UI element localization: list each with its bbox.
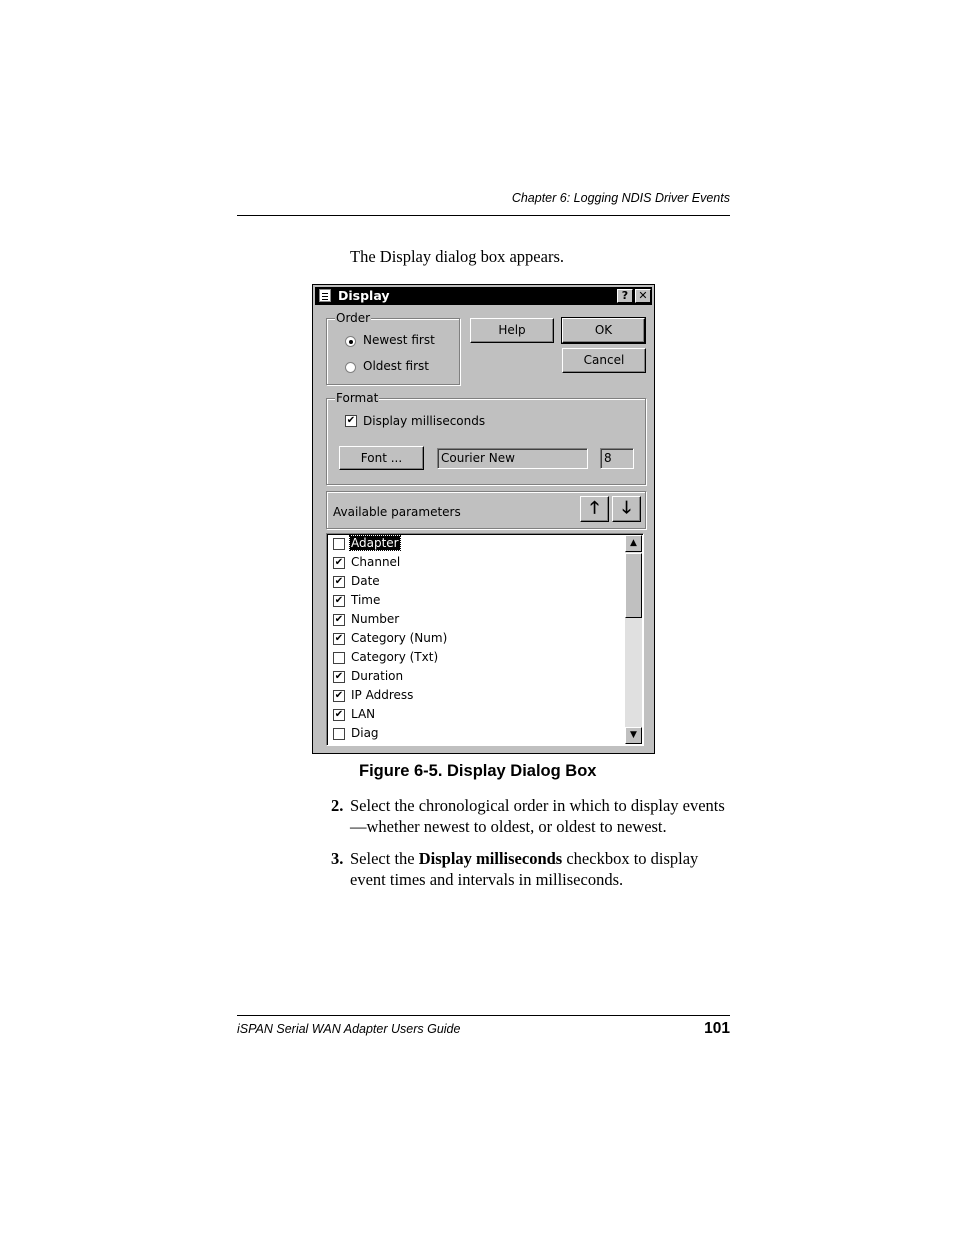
parameter-checkbox[interactable] (333, 652, 345, 664)
step-text-end: checkbox to display event times and intervals in milliseconds. (350, 849, 699, 889)
move-down-button[interactable] (612, 496, 641, 522)
cancel-button[interactable]: Cancel (562, 348, 646, 373)
parameter-checkbox[interactable]: ✔ (334, 709, 344, 720)
step-number: 3. (331, 849, 344, 868)
parameter-checkbox[interactable]: ✔ (334, 576, 344, 587)
dialog-titlebar[interactable] (315, 287, 652, 305)
parameter-label: Channel (351, 555, 401, 569)
parameter-checkbox[interactable]: ✔ (334, 557, 344, 568)
parameter-checkbox[interactable]: ✔ (334, 690, 344, 701)
parameter-checkbox[interactable]: ✔ (334, 614, 344, 625)
help-button[interactable]: Help (470, 318, 554, 343)
step-text-start: Select the (350, 849, 419, 868)
parameter-label: Number (351, 612, 400, 626)
triangle-up-icon: ▲ (630, 538, 637, 548)
font-button[interactable]: Font ... (339, 446, 424, 470)
available-parameters-label: Available parameters (333, 505, 461, 519)
parameter-label: Date (351, 574, 380, 588)
display-dialog (312, 284, 655, 754)
step-text (350, 848, 730, 890)
page-number: 101 (704, 1020, 730, 1037)
triangle-down-icon: ▼ (630, 730, 637, 740)
header-rule (237, 215, 730, 216)
scroll-thumb[interactable] (625, 553, 642, 618)
parameter-checkbox[interactable]: ✔ (334, 595, 344, 606)
arrow-down-icon: 🡓 (622, 498, 631, 518)
parameter-checkbox[interactable] (333, 728, 345, 740)
chapter-header: Chapter 6: Logging NDIS Driver Events (511, 191, 730, 205)
font-name-field: Courier New (437, 448, 588, 469)
intro-text: The Display dialog box appears. (350, 247, 564, 266)
oldest-first-label: Oldest first (363, 359, 429, 373)
close-button[interactable]: ✕ (635, 289, 651, 303)
ok-button[interactable]: OK (562, 318, 645, 343)
footer-rule (237, 1015, 730, 1016)
parameter-label: IP Address (351, 688, 414, 702)
parameter-label: Category (Txt) (351, 650, 439, 664)
parameter-label: Adapter (351, 536, 399, 550)
available-parameters-bar (326, 491, 646, 529)
format-group (326, 391, 646, 485)
parameter-checkbox[interactable]: ✔ (334, 671, 344, 682)
step-text-bold: Display milliseconds (418, 849, 563, 868)
dialog-title: Display (338, 288, 390, 303)
parameter-checkbox[interactable] (333, 538, 345, 550)
order-group-label: Order (336, 311, 371, 325)
order-group (326, 311, 460, 385)
move-up-button[interactable] (580, 496, 609, 522)
parameter-label: LAN (351, 707, 376, 721)
font-size-field: 8 (600, 448, 634, 469)
figure-caption: Figure 6-5. Display Dialog Box (359, 762, 597, 780)
step-number: 2. (331, 796, 344, 815)
parameter-label: Time (351, 593, 381, 607)
parameter-label: Duration (351, 669, 404, 683)
parameters-list[interactable] (326, 533, 644, 746)
scroll-up-button[interactable] (625, 535, 642, 552)
parameter-label: Category (Num) (351, 631, 448, 645)
display-milliseconds-checkbox[interactable]: ✔ (346, 415, 356, 426)
footer-title: iSPAN Serial WAN Adapter Users Guide (237, 1022, 461, 1036)
display-milliseconds-label: Display milliseconds (363, 414, 486, 428)
parameter-checkbox[interactable]: ✔ (334, 633, 344, 644)
oldest-first-radio[interactable] (345, 362, 356, 373)
list-scrollbar[interactable] (625, 535, 642, 744)
arrow-up-icon: 🡑 (590, 498, 599, 518)
format-group-label: Format (336, 391, 379, 405)
step-text: Select the chronological order in which to display events—whether newest to oldest, or oldest to newest. (350, 796, 725, 836)
newest-first-label: Newest first (363, 333, 435, 347)
parameter-label: Diag (351, 726, 379, 740)
scroll-down-button[interactable] (625, 727, 642, 744)
context-help-button[interactable]: ? (617, 289, 633, 303)
newest-first-radio[interactable] (345, 336, 356, 347)
dialog-window-icon (319, 289, 331, 302)
